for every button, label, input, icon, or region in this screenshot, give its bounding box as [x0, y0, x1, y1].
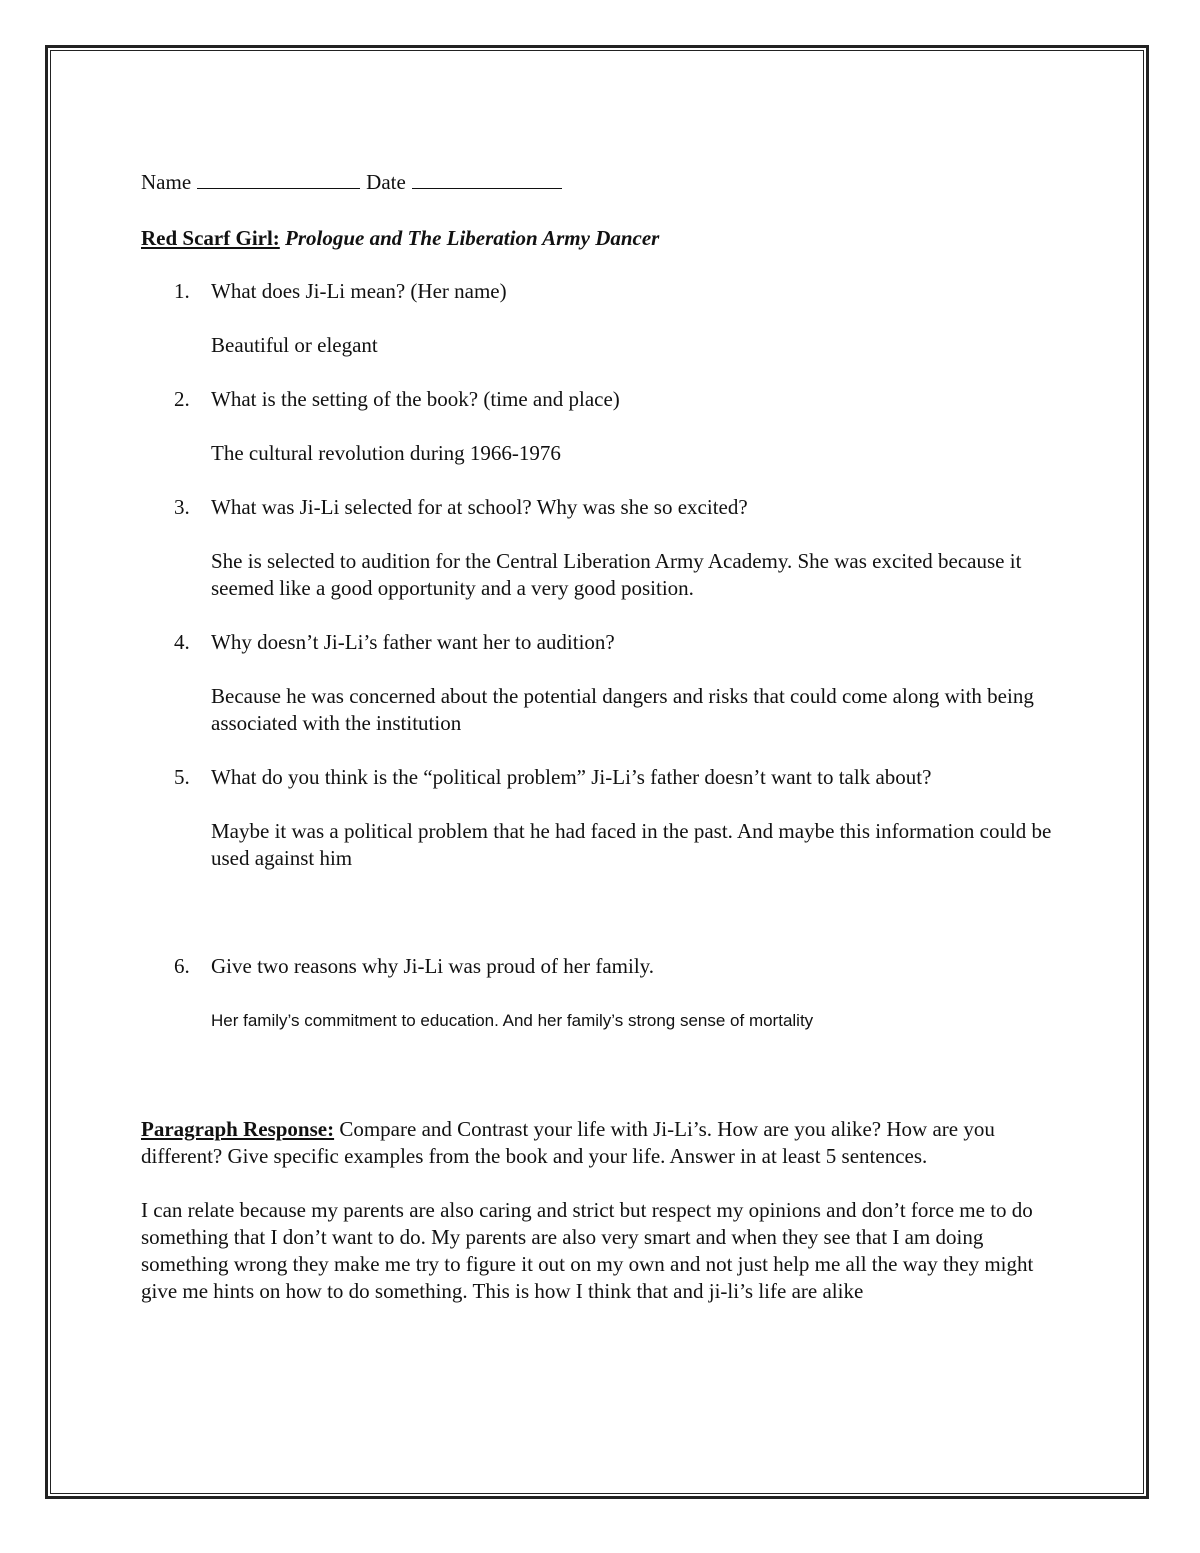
- question-number: 4.: [174, 630, 190, 654]
- date-label: Date: [366, 170, 406, 194]
- answer-text: She is selected to audition for the Central Liberation Army Academy. She was excited because it seemed like a good opportunity and a very good position.: [211, 549, 1022, 600]
- answer-text: Beautiful or elegant: [211, 333, 378, 357]
- question-item-4: [141, 629, 1066, 764]
- worksheet-content: [141, 168, 1066, 1305]
- question-item-5: [141, 764, 1066, 953]
- question-number: 3.: [174, 495, 190, 519]
- name-label: Name: [141, 170, 192, 194]
- question-text: Why doesn’t Ji-Li’s father want her to audition?: [211, 630, 615, 654]
- name-blank: [197, 168, 360, 189]
- paragraph-prompt: [141, 1116, 1066, 1170]
- question-text: What is the setting of the book? (time and place): [211, 387, 620, 411]
- chapter-title: Prologue and The Liberation Army Dancer: [285, 226, 660, 250]
- question-text: What do you think is the “political problem” Ji-Li’s father doesn’t want to talk about?: [211, 765, 932, 789]
- question-text: What was Ji-Li selected for at school? Why was she so excited?: [211, 495, 748, 519]
- paragraph-label: Paragraph Response:: [141, 1117, 335, 1141]
- question-list: [141, 278, 1066, 1116]
- question-item-6: [141, 953, 1066, 1116]
- question-number: 1.: [174, 279, 190, 303]
- question-text: What does Ji-Li mean? (Her name): [211, 279, 507, 303]
- question-item-2: [141, 386, 1066, 494]
- question-number: 6.: [174, 954, 190, 978]
- paragraph-prompt-text: Compare and Contrast your life with Ji-Li’s. How are you alike? How are you different? Give specific examples from the book and your life. Answer in at least 5 sentences.: [141, 1117, 995, 1168]
- answer-text: Because he was concerned about the potential dangers and risks that could come along with being associated with the institution: [211, 684, 1034, 735]
- answer-text: The cultural revolution during 1966-1976: [211, 441, 561, 465]
- book-title: Red Scarf Girl:: [141, 226, 280, 250]
- worksheet-title: [141, 225, 1066, 252]
- question-text: Give two reasons why Ji-Li was proud of her family.: [211, 954, 655, 978]
- date-blank: [412, 168, 562, 189]
- answer-text: Her family’s commitment to education. And her family’s strong sense of mortality: [211, 1011, 814, 1030]
- answer-text: Maybe it was a political problem that he had faced in the past. And maybe this information could be used against him: [211, 819, 1052, 870]
- name-date-line: [141, 168, 1066, 198]
- question-number: 5.: [174, 765, 190, 789]
- paragraph-answer: I can relate because my parents are also caring and strict but respect my opinions and don’t force me to do something that I don’t want to do. My parents are also very smart and when they see that I am doing something wrong they make me try to figure it out on my own and not just help me all the way they might give me hints on how to do something. This is how I think that and ji-li’s life are alike: [141, 1198, 1034, 1303]
- question-number: 2.: [174, 387, 190, 411]
- question-item-1: [141, 278, 1066, 386]
- question-item-3: [141, 494, 1066, 629]
